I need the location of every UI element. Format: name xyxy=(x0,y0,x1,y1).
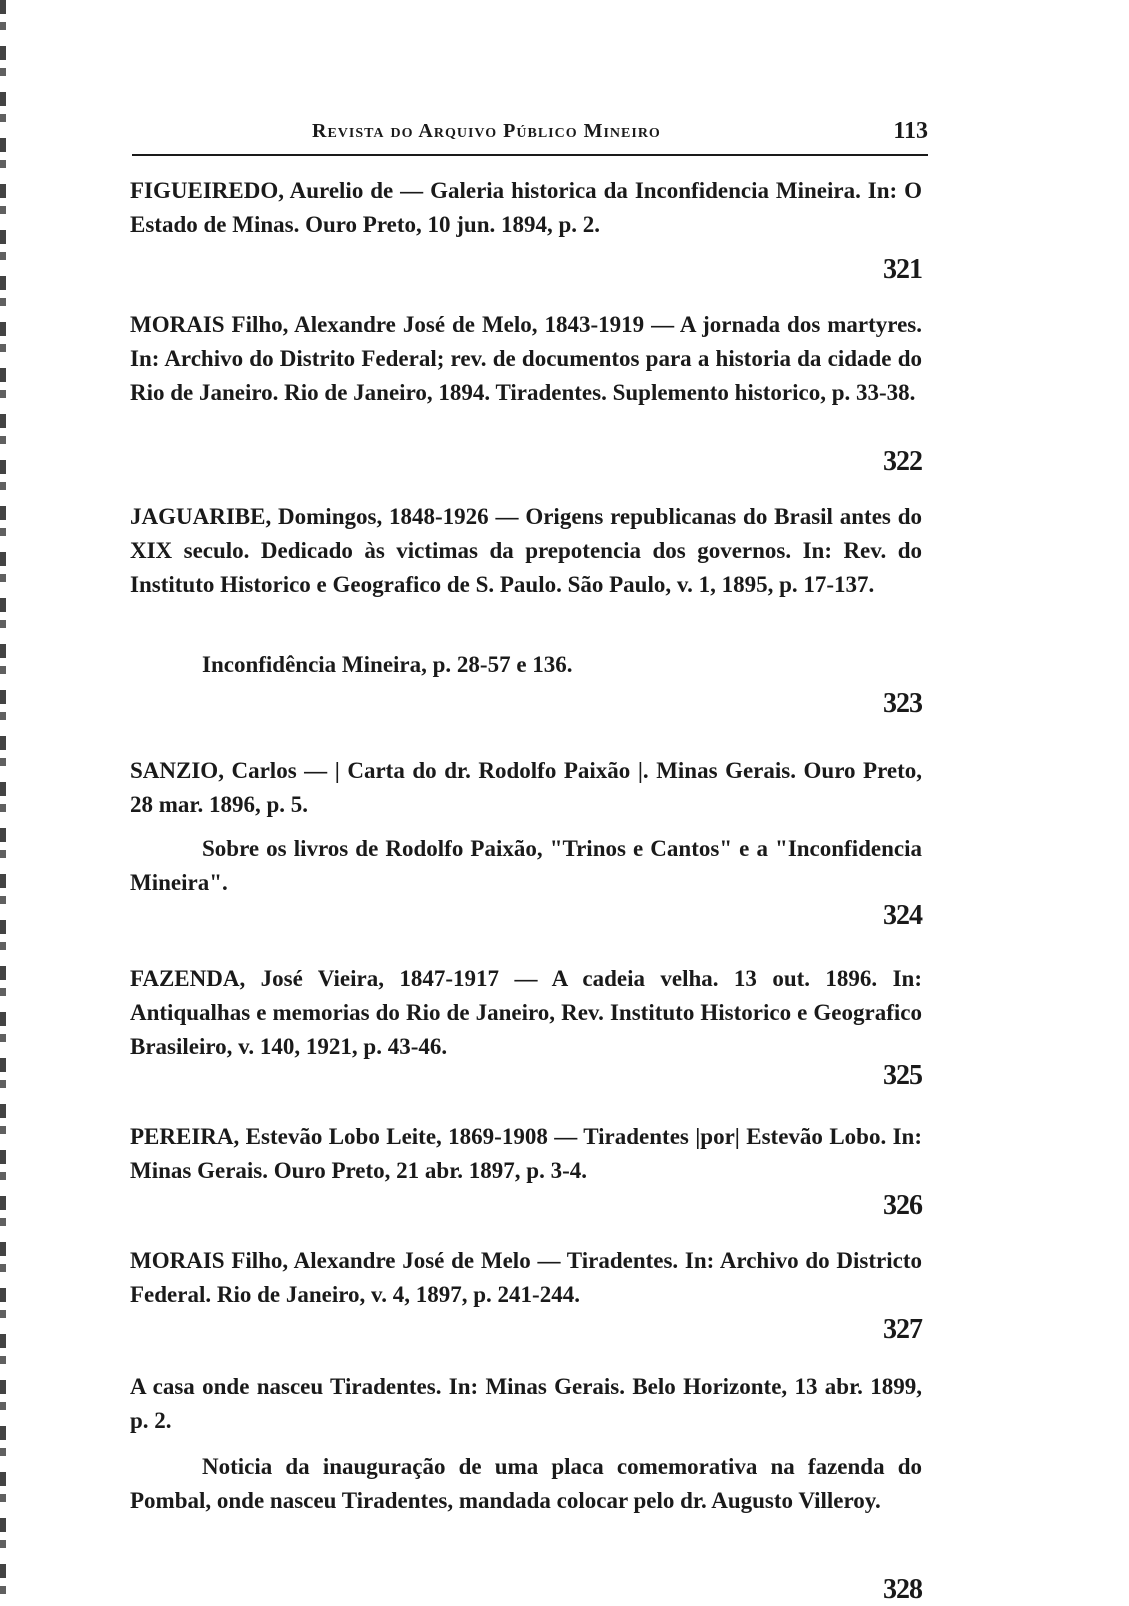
header-rule xyxy=(132,154,928,156)
page-number: 113 xyxy=(893,118,928,144)
page-header xyxy=(132,116,928,156)
bibliography-entry: FAZENDA, José Vieira, 1847-1917 — A cadeia velha. 13 out. 1896. In: Antiqualhas e memorias do Rio de Janeiro, Rev. Instituto Historico e Geografico Brasileiro, v. 140, 1921, p. 43-46. xyxy=(130,966,922,1059)
entry-number: 323 xyxy=(883,688,922,719)
entry-number: 325 xyxy=(883,1060,922,1091)
bibliography-entry: SANZIO, Carlos — | Carta do dr. Rodolfo Paixão |. Minas Gerais. Ouro Preto, 28 mar. 1896, p. 5. xyxy=(130,758,922,817)
bibliography-entry: PEREIRA, Estevão Lobo Leite, 1869-1908 — Tiradentes |por| Estevão Lobo. In: Minas Gerais. Ouro Preto, 21 abr. 1897, p. 3-4. xyxy=(130,1124,922,1183)
entry-number: 322 xyxy=(883,446,922,477)
entry-note: Sobre os livros de Rodolfo Paixão, "Trinos e Cantos" e a "Inconfidencia Mineira". xyxy=(130,836,922,895)
bibliography-entry: A casa onde nasceu Tiradentes. In: Minas Gerais. Belo Horizonte, 13 abr. 1899, p. 2. xyxy=(130,1374,922,1433)
entry-number: 321 xyxy=(883,254,922,285)
entry-note: Inconfidência Mineira, p. 28-57 e 136. xyxy=(202,652,573,677)
entry-number: 327 xyxy=(883,1314,922,1345)
bibliography-entry: MORAIS Filho, Alexandre José de Melo — Tiradentes. In: Archivo do Districto Federal. Rio de Janeiro, v. 4, 1897, p. 241-244. xyxy=(130,1248,922,1307)
entry-number: 328 xyxy=(883,1574,922,1605)
bibliography-entry: FIGUEIREDO, Aurelio de — Galeria historica da Inconfidencia Mineira. In: O Estado de Minas. Ouro Preto, 10 jun. 1894, p. 2. xyxy=(130,178,922,237)
page-edge-shadow xyxy=(0,0,6,1597)
bibliography-entry: MORAIS Filho, Alexandre José de Melo, 1843-1919 — A jornada dos martyres. In: Archivo do Distrito Federal; rev. de documentos para a historia da cidade do Rio de Janeiro. Rio de Janeiro, 1894. Tiradentes. Suplemento historico, p. 33-38. xyxy=(130,312,922,405)
bibliography-entry: JAGUARIBE, Domingos, 1848-1926 — Origens republicanas do Brasil antes do XIX seculo. Dedicado às victimas da prepotencia dos governos. In: Rev. do Instituto Historico e Geografico de S. Paulo. São Paulo, v. 1, 1895, p. 17-137. xyxy=(130,504,922,597)
running-title: Revista do Arquivo Público Mineiro xyxy=(312,120,661,142)
entry-note: Noticia da inauguração de uma placa comemorativa na fazenda do Pombal, onde nasceu Tiradentes, mandada colocar pelo dr. Augusto Villeroy. xyxy=(130,1454,922,1513)
entry-number: 324 xyxy=(883,900,922,931)
entry-number: 326 xyxy=(883,1190,922,1221)
